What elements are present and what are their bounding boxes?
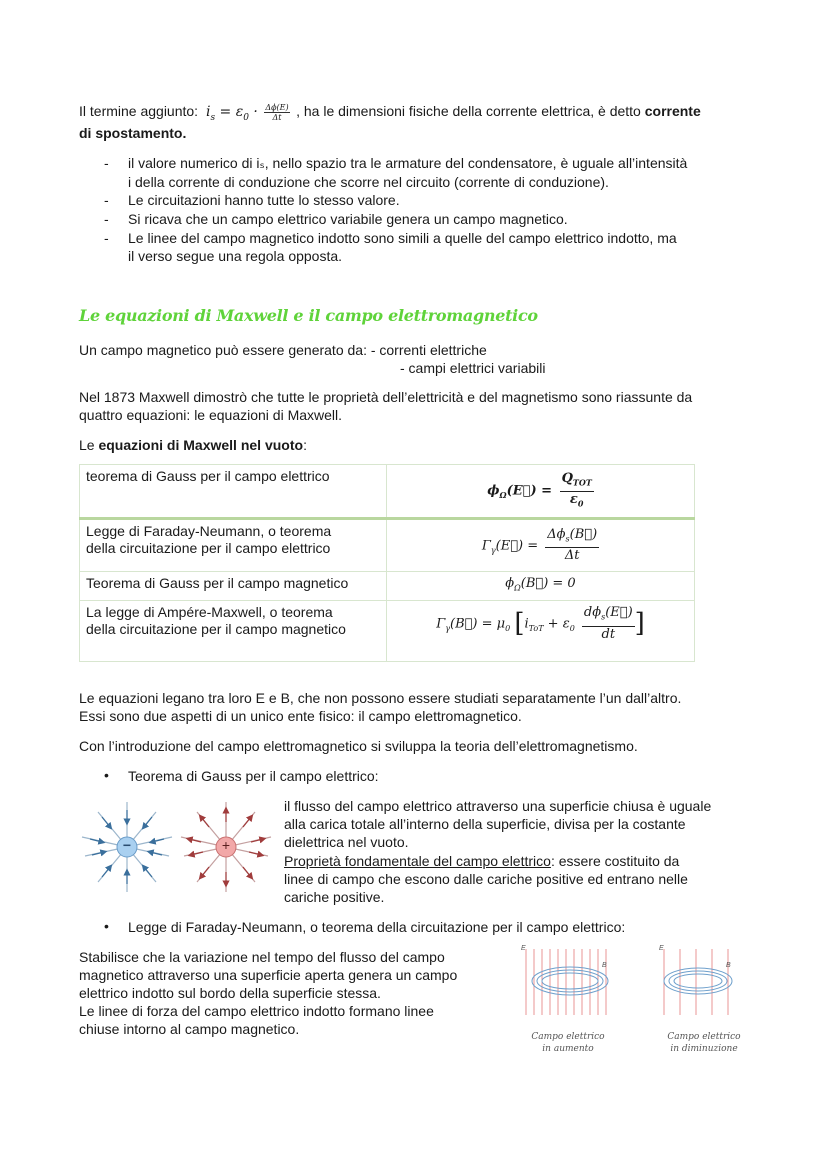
table-row xyxy=(80,465,695,519)
gauss-property-line-3: cariche positive. xyxy=(284,889,385,905)
faraday-bullet-text: Legge di Faraday-Neumann, o teorema della circuitazione per il campo elettrico: xyxy=(128,919,626,935)
intro-line-2: di spostamento. xyxy=(79,125,187,141)
equation-name: Legge di Faraday-Neumann, o teorema della circuitazione per il campo elettrico xyxy=(80,519,387,572)
after-table-line-3: Con l’introduzione del campo elettromagnetico si sviluppa la teoria dell’elettromagnetismo. xyxy=(79,738,638,754)
equation-formula: $\phi_\Omega(E⃗)$ = $Q_{TOT}$ $\varepsilon_0$ xyxy=(387,465,695,519)
table-row xyxy=(80,601,695,662)
bullet-marker: • xyxy=(104,918,109,934)
gauss-desc-line-2: alla carica totale all’interno della superficie, divisa per la costante xyxy=(284,816,686,832)
equation-name: La legge di Ampére-Maxwell, o teorema della circuitazione per il campo magnetico xyxy=(80,601,387,662)
list-item: il valore numerico di iₛ, nello spazio tra le armature del condensatore, è uguale all’intensità xyxy=(128,155,688,171)
list-item: Si ricava che un campo elettrico variabile genera un campo magnetico. xyxy=(128,211,568,227)
induced-field-increasing-icon xyxy=(518,945,618,1025)
intro-suffix: , ha le dimensioni fisiche della corrente elettrica, è detto xyxy=(296,103,641,119)
gauss-desc-line-1: il flusso del campo elettrico attraverso una superficie chiusa è uguale xyxy=(284,798,712,814)
equation-formula: $\Gamma_\gamma(E⃗)$ = $\Delta\phi_s(B⃗)$ Δt xyxy=(387,519,695,572)
dash-marker: - xyxy=(104,155,109,171)
figure-caption: Campo elettrico in aumento xyxy=(531,1032,605,1054)
history-line-1: Nel 1873 Maxwell dimostrò che tutte le proprietà dell’elettricità e del magnetismo sono riassunte da xyxy=(79,389,693,405)
displacement-current-formula: $i_s = \varepsilon_0$ · $\frac{\Delta\phi(E)}{\Delta t}$ xyxy=(205,102,289,123)
equation-formula: $\phi_\Omega(B⃗) = 0$ xyxy=(387,572,695,601)
section-heading: Le equazioni di Maxwell e il campo elettromagnetico xyxy=(79,306,538,325)
sources-intro: Un campo magnetico può essere generato da: - correnti elettriche xyxy=(79,342,487,358)
b-label: B xyxy=(602,962,607,969)
gauss-desc-line-3: dielettrica nel vuoto. xyxy=(284,834,409,850)
faraday-desc-line-3: elettrico indotto sul bordo della superficie stessa. xyxy=(79,985,381,1001)
charge-field-lines-figure xyxy=(80,800,280,895)
e-label: E xyxy=(521,945,526,952)
after-table-line-1: Le equazioni legano tra loro E e B, che non possono essere studiati separatamente l’un dall’altro. xyxy=(79,690,682,706)
bullet-marker: • xyxy=(104,767,109,783)
induced-field-decreasing-icon xyxy=(654,945,754,1025)
figure-increasing-field xyxy=(518,945,618,1060)
gauss-property-line-2: linee di campo che escono dalle cariche positive ed entrano nelle xyxy=(284,871,688,887)
vacuum-title: Le equazioni di Maxwell nel vuoto: xyxy=(79,437,307,453)
equation-name: teorema di Gauss per il campo elettrico xyxy=(80,465,387,519)
dash-marker: - xyxy=(104,230,109,246)
list-item: Le circuitazioni hanno tutte lo stesso valore. xyxy=(128,192,400,208)
e-label: E xyxy=(659,945,664,952)
list-item-continuation: il verso segue una regola opposta. xyxy=(128,248,343,264)
vacuum-title-bold: equazioni di Maxwell nel vuoto xyxy=(98,437,304,453)
faraday-desc-line-4: Le linee di forza del campo elettrico indotto formano linee xyxy=(79,1003,434,1019)
dash-marker: - xyxy=(104,192,109,208)
after-table-line-2: Essi sono due aspetti di un unico ente fisico: il campo elettromagnetico. xyxy=(79,708,522,724)
faraday-desc-line-1: Stabilisce che la variazione nel tempo del flusso del campo xyxy=(79,949,445,965)
equation-name: Teorema di Gauss per il campo magnetico xyxy=(80,572,387,601)
intro-bold-term: corrente xyxy=(644,103,701,119)
positive-charge-label: + xyxy=(221,837,231,853)
figure-decreasing-field xyxy=(654,945,754,1060)
table-row xyxy=(80,572,695,601)
dash-marker: - xyxy=(104,211,109,227)
faraday-desc-line-2: magnetico attraverso una superficie aperta genera un campo xyxy=(79,967,458,983)
sources-second: - campi elettrici variabili xyxy=(400,360,546,376)
negative-charge-label: − xyxy=(122,837,132,853)
property-underlined: Proprietà fondamentale del campo elettrico xyxy=(284,853,551,869)
maxwell-equations-table xyxy=(79,464,695,662)
b-label: B xyxy=(726,962,731,969)
history-line-2: quattro equazioni: le equazioni di Maxwell. xyxy=(79,407,343,423)
gauss-property-line-1: Proprietà fondamentale del campo elettrico: essere costituito da xyxy=(284,853,680,869)
table-row xyxy=(80,519,695,572)
equation-formula: $\Gamma_\gamma(B⃗) = \mu_0$ [$i_{ToT} + \varepsilon_0$ $d\phi_s(E⃗)$ dt ] xyxy=(387,601,695,662)
list-item: Le linee del campo magnetico indotto sono simili a quelle del campo elettrico indotto, ma xyxy=(128,230,677,246)
figure-caption: Campo elettrico in diminuzione xyxy=(667,1032,741,1054)
list-item-continuation: i della corrente di conduzione che scorre nel circuito (corrente di conduzione). xyxy=(128,174,609,190)
intro-prefix: Il termine aggiunto: xyxy=(79,103,199,119)
field-lines-diagram-icon xyxy=(80,800,280,895)
gauss-bullet-text: Teorema di Gauss per il campo elettrico: xyxy=(128,768,379,784)
faraday-desc-line-5: chiuse intorno al campo magnetico. xyxy=(79,1021,300,1037)
